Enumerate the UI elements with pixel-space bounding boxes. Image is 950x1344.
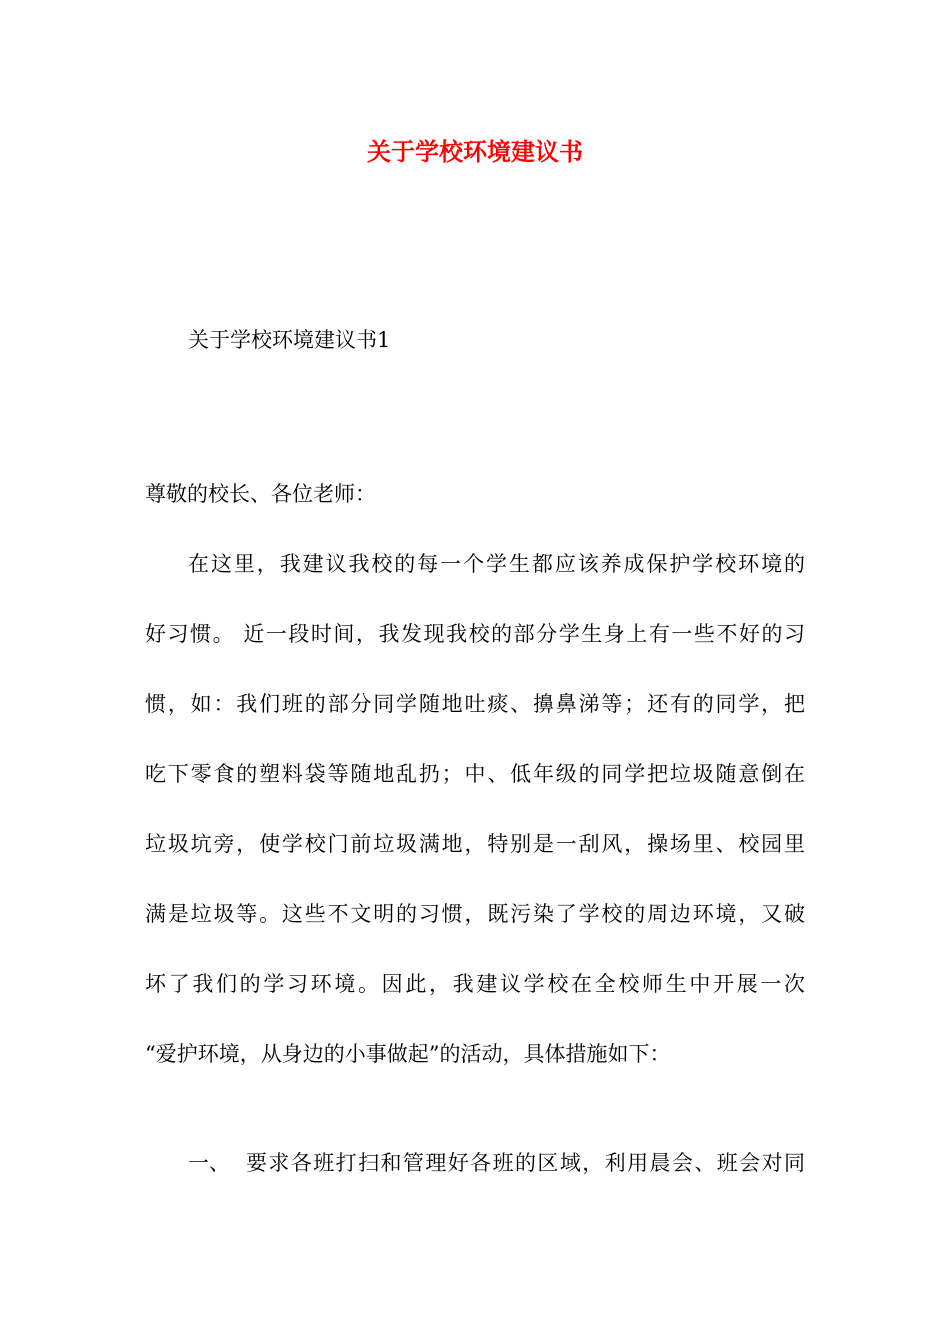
document-title: 关于学校环境建议书 <box>367 137 583 166</box>
paragraph-line: “爱护环境，从身边的小事做起”的活动，具体措施如下： <box>145 1042 671 1066</box>
salutation: 尊敬的校长、各位老师： <box>145 482 376 506</box>
list-marker: 一、 <box>188 1151 230 1175</box>
paragraph-line: 好习惯。 近一段时间，我发现我校的部分学生身上有一些不好的习 <box>145 622 805 646</box>
list-item-text: 要求各班打扫和管理好各班的区域，利用晨会、班会对同 <box>246 1151 805 1175</box>
paragraph-line: 满是垃圾等。这些不文明的习惯，既污染了学校的周边环境，又破 <box>145 902 805 926</box>
paragraph-line: 惯，如：我们班的部分同学随地吐痰、擤鼻涕等；还有的同学，把 <box>145 692 805 716</box>
paragraph-line: 在这里，我建议我校的每一个学生都应该养成保护学校环境的 <box>188 552 805 576</box>
paragraph-line: 吃下零食的塑料袋等随地乱扔；中、低年级的同学把垃圾随意倒在 <box>145 762 805 786</box>
paragraph-line: 垃圾坑旁，使学校门前垃圾满地，特别是一刮风，操场里、校园里 <box>145 832 805 856</box>
paragraph-line: 坏了我们的学习环境。因此，我建议学校在全校师生中开展一次 <box>145 972 805 996</box>
list-item <box>188 1147 805 1179</box>
document-subtitle: 关于学校环境建议书1 <box>188 328 391 352</box>
